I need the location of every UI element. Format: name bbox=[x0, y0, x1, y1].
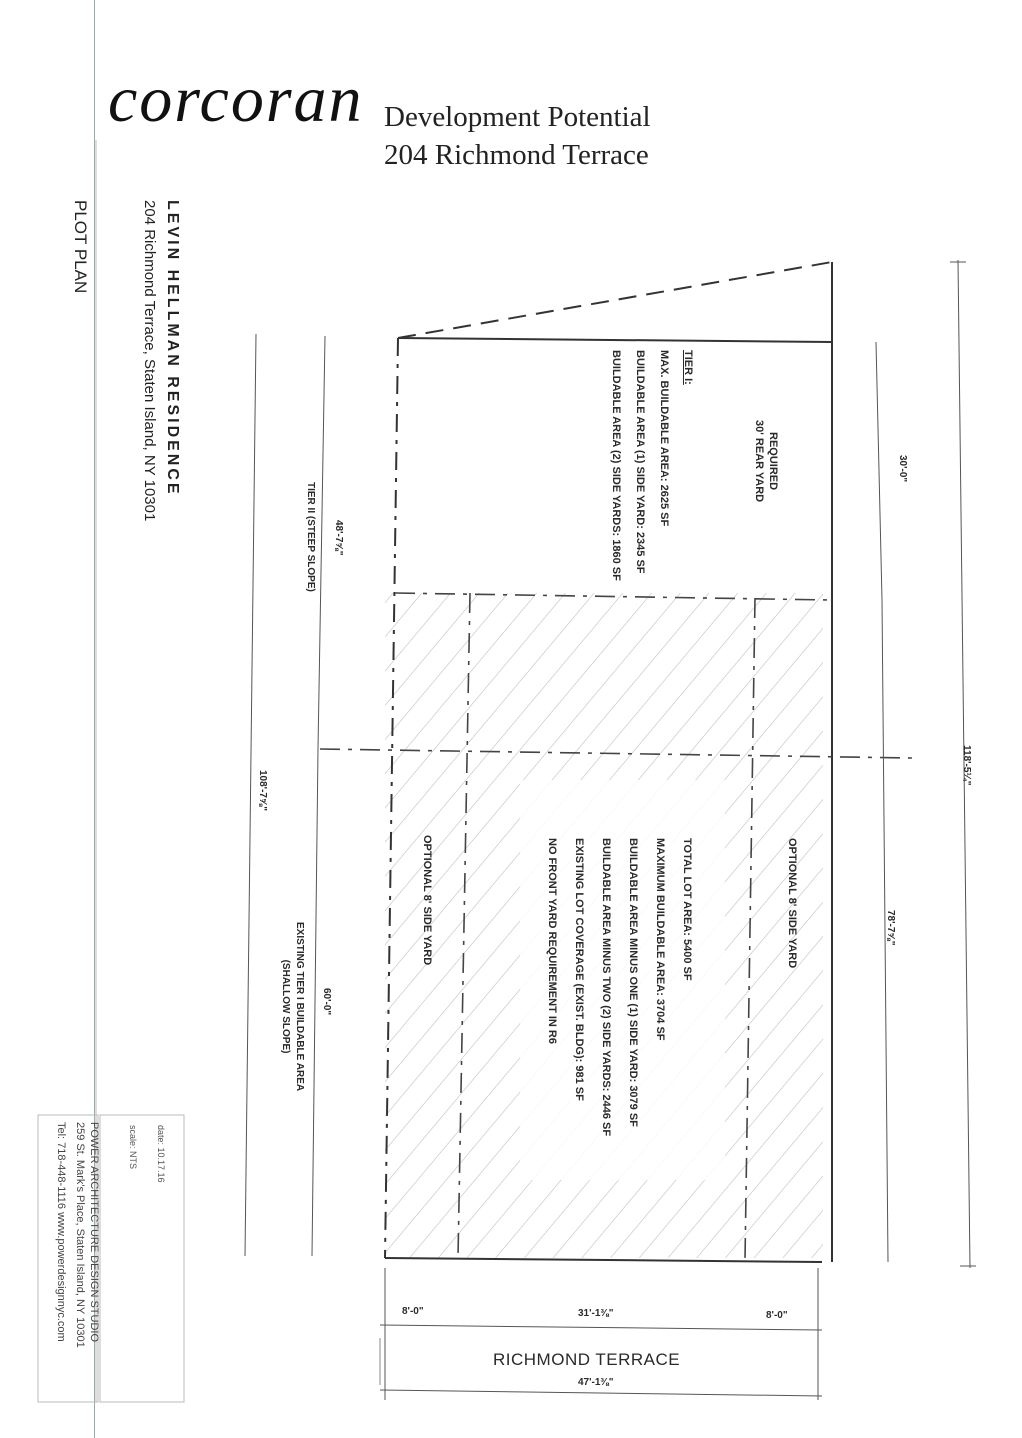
project-name: LEVIN HELLMAN RESIDENCE bbox=[164, 200, 181, 497]
existing-tier-line-1: EXISTING TIER I BUILDABLE AREA bbox=[294, 922, 305, 1092]
tier2-label: TIER II (STEEP SLOPE) bbox=[305, 482, 316, 592]
tier1-notes bbox=[604, 350, 700, 581]
firm-address: 259 St. Mark's Place, Staten Island, NY 10301 bbox=[74, 1122, 86, 1348]
rear-yard-line-1: REQUIRED bbox=[767, 432, 779, 491]
tier1-line-1: MAX. BUILDABLE AREA: 2625 SF bbox=[658, 350, 670, 527]
lot-note-6: NO FRONT YARD REQUIREMENT IN R6 bbox=[546, 838, 558, 1044]
left-side-yard-label: OPTIONAL 8' SIDE YARD bbox=[421, 835, 433, 966]
firm-name: POWER ARCHITECTURE DESIGN STUDIO bbox=[88, 1122, 100, 1343]
project-address: 204 Richmond Terrace, Staten Island, NY 10301 bbox=[141, 200, 158, 522]
tier1-heading: TIER I: bbox=[682, 350, 694, 385]
existing-tier-label bbox=[278, 922, 306, 1091]
dim-side-right: 8'-0" bbox=[766, 1310, 788, 1321]
lot-notes bbox=[538, 838, 700, 1136]
corcoran-logo: corcoran bbox=[108, 63, 364, 136]
tier1-line-2: BUILDABLE AREA (1) SIDE YARD: 2345 SF bbox=[634, 350, 646, 574]
rear-yard-line-2: 30' REAR YARD bbox=[753, 420, 765, 503]
tier1-line-3: BUILDABLE AREA (2) SIDE YARDS: 1860 SF bbox=[610, 350, 622, 581]
date-label: date: 10.17.16 bbox=[156, 1125, 166, 1183]
dim-total-left: 108'-7⅝" bbox=[257, 770, 268, 812]
rear-yard-label bbox=[752, 420, 780, 502]
existing-tier-line-2: (SHALLOW SLOPE) bbox=[280, 959, 291, 1054]
title-line-2: 204 Richmond Terrace bbox=[384, 139, 649, 171]
dim-middle: 31'-1⅜" bbox=[578, 1308, 614, 1319]
lot-note-4: BUILDABLE AREA MINUS TWO (2) SIDE YARDS: 2446 SF bbox=[600, 838, 612, 1137]
lot-note-3: BUILDABLE AREA MINUS ONE (1) SIDE YARD: 3079 SF bbox=[627, 838, 639, 1127]
scale-label: scale: NTS bbox=[128, 1125, 138, 1170]
dim-rear-30: 30'-0" bbox=[897, 455, 908, 483]
dim-front-right: 78'-7⅝" bbox=[885, 910, 896, 946]
sheet-title: PLOT PLAN bbox=[71, 200, 90, 294]
dim-tier2-left: 48'-7⅝" bbox=[333, 520, 344, 556]
lot-note-5: EXISTING LOT COVERAGE (EXIST. BLDG): 981 SF bbox=[573, 838, 585, 1101]
lot-note-1: TOTAL LOT AREA: 5400 SF bbox=[681, 838, 693, 981]
dim-street-width: 47'-1⅜" bbox=[578, 1377, 614, 1388]
street-name: RICHMOND TERRACE bbox=[493, 1350, 681, 1369]
dim-side-left: 8'-0" bbox=[402, 1306, 424, 1317]
lot-note-2: MAXIMUM BUILDABLE AREA: 3704 SF bbox=[654, 838, 666, 1041]
dim-front-left: 60'-0" bbox=[321, 988, 332, 1016]
dim-total-right: 118'-5¼" bbox=[961, 745, 972, 786]
firm-contact: Tel: 718-448-1116 www.powerdesignnyc.com bbox=[55, 1122, 67, 1342]
right-side-yard-label: OPTIONAL 8' SIDE YARD bbox=[786, 838, 798, 969]
title-line-1: Development Potential bbox=[384, 101, 651, 133]
